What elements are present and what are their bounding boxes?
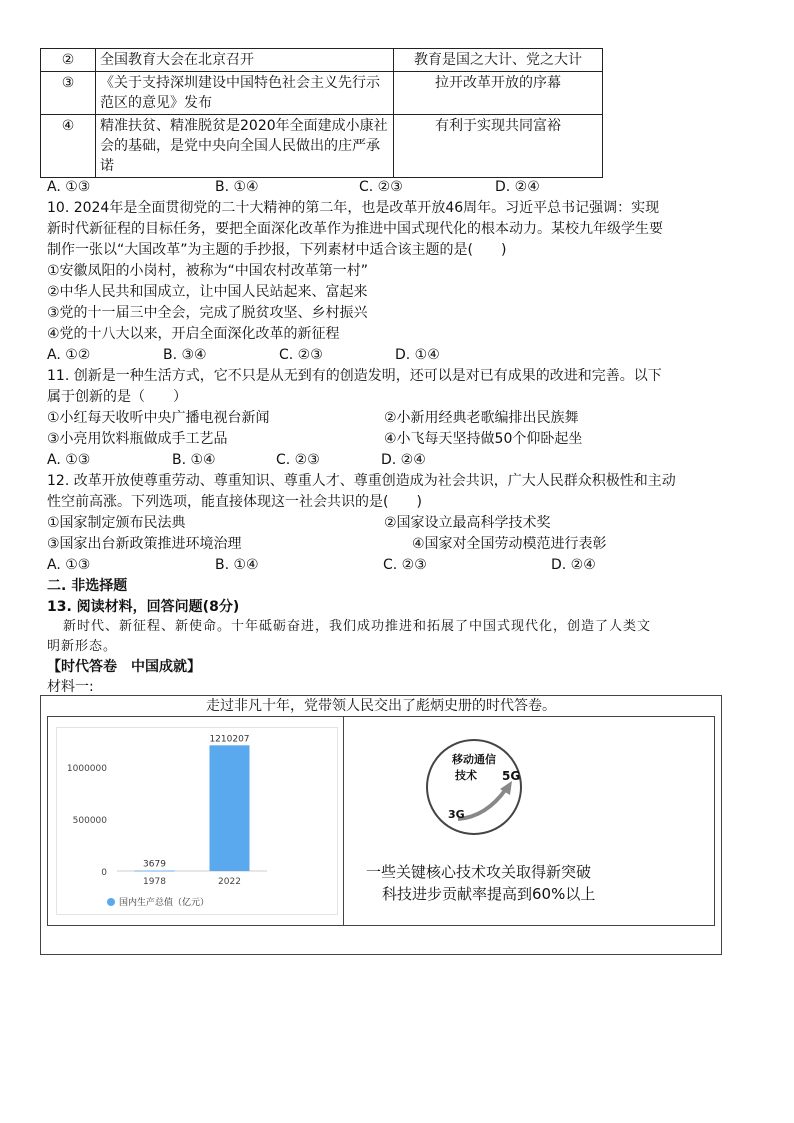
option-a[interactable]: A. ①③ bbox=[47, 557, 91, 573]
tech-3g-label: 3G bbox=[448, 808, 465, 821]
option-c[interactable]: C. ②③ bbox=[359, 179, 403, 195]
q13-intro-line-2: 明新形态。 bbox=[47, 639, 118, 654]
y-tick-label: 0 bbox=[101, 868, 107, 878]
option-d[interactable]: D. ②④ bbox=[495, 179, 540, 195]
x-tick-label: 2022 bbox=[218, 877, 241, 887]
q12-item-1: ①国家制定颁布民法典 bbox=[47, 515, 186, 531]
option-b[interactable]: B. ①④ bbox=[215, 557, 259, 573]
row-meaning: 有利于实现共同富裕 bbox=[394, 115, 603, 178]
tech-label-line-2: 技术 bbox=[455, 769, 477, 782]
option-a[interactable]: A. ①③ bbox=[47, 452, 91, 468]
option-b[interactable]: B. ①④ bbox=[215, 179, 259, 195]
q9-table bbox=[40, 48, 603, 178]
q11-item-2: ②小新用经典老歌编排出民族舞 bbox=[384, 410, 579, 426]
option-c[interactable]: C. ②③ bbox=[279, 347, 323, 363]
q10-stem-line-2: 新时代新征程的目标任务，要把全面深化改革作为推进中国式现代化的根本动力。某校九年级学生要 bbox=[47, 221, 663, 237]
option-c[interactable]: C. ②③ bbox=[383, 557, 427, 573]
q11-item-3: ③小亮用饮料瓶做成手工艺品 bbox=[47, 431, 228, 447]
q12-item-3: ③国家出台新政策推进环境治理 bbox=[47, 536, 242, 552]
q11-stem-line-1: 11. 创新是一种生活方式，它不只是从无到有的创造发明，还可以是对已有成果的改进和完善。以下 bbox=[47, 368, 662, 384]
q12-options bbox=[47, 555, 607, 575]
tech-caption-1: 一些关键核心技术攻关取得新突破 bbox=[366, 863, 592, 881]
row-event: 《关于支持深圳建设中国特色社会主义先行示范区的意见》发布 bbox=[96, 72, 394, 115]
q10-item-3: ③党的十一届三中全会，完成了脱贫攻坚、乡村振兴 bbox=[47, 305, 368, 321]
option-d[interactable]: D. ①④ bbox=[395, 347, 440, 363]
q13-intro-line-1: 新时代、新征程、新使命。十年砥砺奋进，我们成功推进和拓展了中国式现代化，创造了人类文 bbox=[63, 619, 652, 634]
q12-stem-line-2: 性空前高涨。下列选项，能直接体现这一社会共识的是( ) bbox=[47, 494, 422, 510]
q10-options bbox=[47, 345, 507, 365]
row-number: ④ bbox=[41, 115, 96, 178]
material-label: 材料一: bbox=[47, 679, 94, 695]
option-a[interactable]: A. ①③ bbox=[47, 179, 91, 195]
bar-2022 bbox=[210, 745, 250, 871]
gdp-bar-chart bbox=[57, 728, 337, 914]
data-label: 1210207 bbox=[209, 734, 250, 745]
row-event: 精准扶贫、精准脱贫是2020年全面建成小康社会的基础，是党中央向全国人民做出的庄严承诺 bbox=[96, 115, 394, 178]
row-event: 全国教育大会在北京召开 bbox=[96, 49, 394, 72]
q10-item-4: ④党的十八大以来，开启全面深化改革的新征程 bbox=[47, 326, 340, 342]
material-box-title: 走过非凡十年，党带领人民交出了彪炳史册的时代答卷。 bbox=[206, 698, 556, 714]
row-meaning: 教育是国之大计、党之大计 bbox=[394, 49, 603, 72]
q9-options bbox=[47, 177, 607, 197]
tech-caption-2: 科技进步贡献率提高到60%以上 bbox=[382, 885, 596, 903]
y-tick-label: 1000000 bbox=[66, 764, 107, 775]
option-c[interactable]: C. ②③ bbox=[276, 452, 320, 468]
q12-item-2: ②国家设立最高科学技术奖 bbox=[384, 515, 551, 531]
material-divider bbox=[343, 716, 344, 926]
q13-title: 13. 阅读材料，回答问题(8分) bbox=[47, 599, 240, 615]
section-title: 【时代答卷 中国成就】 bbox=[47, 659, 201, 675]
table-row bbox=[41, 49, 603, 72]
q11-options bbox=[47, 450, 467, 470]
tech-label-line-1: 移动通信 bbox=[452, 753, 496, 766]
y-tick-label: 500000 bbox=[72, 816, 107, 827]
option-d[interactable]: D. ②④ bbox=[381, 452, 426, 468]
option-b[interactable]: B. ①④ bbox=[172, 452, 216, 468]
bar-1978 bbox=[135, 871, 175, 872]
q10-stem-line-3: 制作一张以“大国改革”为主题的手抄报，下列素材中适合该主题的是( ) bbox=[47, 242, 507, 258]
q11-stem-line-2: 属于创新的是（ ） bbox=[47, 389, 187, 405]
data-label: 3679 bbox=[143, 859, 166, 870]
q12-stem-line-1: 12. 改革开放使尊重劳动、尊重知识、尊重人才、尊重创造成为社会共识，广大人民群众积极性和主动 bbox=[47, 473, 676, 489]
legend-marker bbox=[107, 898, 115, 906]
tech-5g-label: 5G bbox=[502, 769, 521, 783]
q12-item-4: ④国家对全国劳动模范进行表彰 bbox=[412, 536, 607, 552]
row-number: ③ bbox=[41, 72, 96, 115]
q10-item-1: ①安徽凤阳的小岗村，被称为“中国农村改革第一村” bbox=[47, 263, 369, 279]
option-b[interactable]: B. ③④ bbox=[163, 347, 207, 363]
gdp-chart-card bbox=[56, 727, 338, 915]
row-meaning: 拉开改革开放的序幕 bbox=[394, 72, 603, 115]
row-number: ② bbox=[41, 49, 96, 72]
q10-item-2: ②中华人民共和国成立，让中国人民站起来、富起来 bbox=[47, 284, 368, 300]
legend-label: 国内生产总值（亿元） bbox=[119, 898, 210, 908]
mobile-tech-illustration bbox=[414, 735, 534, 839]
option-a[interactable]: A. ①② bbox=[47, 347, 91, 363]
q10-stem-line-1: 10. 2024年是全面贯彻党的二十大精神的第二年，也是改革开放46周年。习近平总书记强调：实现 bbox=[47, 200, 660, 216]
x-tick-label: 1978 bbox=[143, 877, 166, 887]
table-row bbox=[41, 115, 603, 178]
q11-item-1: ①小红每天收听中央广播电视台新闻 bbox=[47, 410, 270, 426]
option-d[interactable]: D. ②④ bbox=[551, 557, 596, 573]
section-heading: 二. 非选择题 bbox=[47, 578, 128, 594]
table-row bbox=[41, 72, 603, 115]
q11-item-4: ④小飞每天坚持做50个仰卧起坐 bbox=[384, 431, 583, 447]
